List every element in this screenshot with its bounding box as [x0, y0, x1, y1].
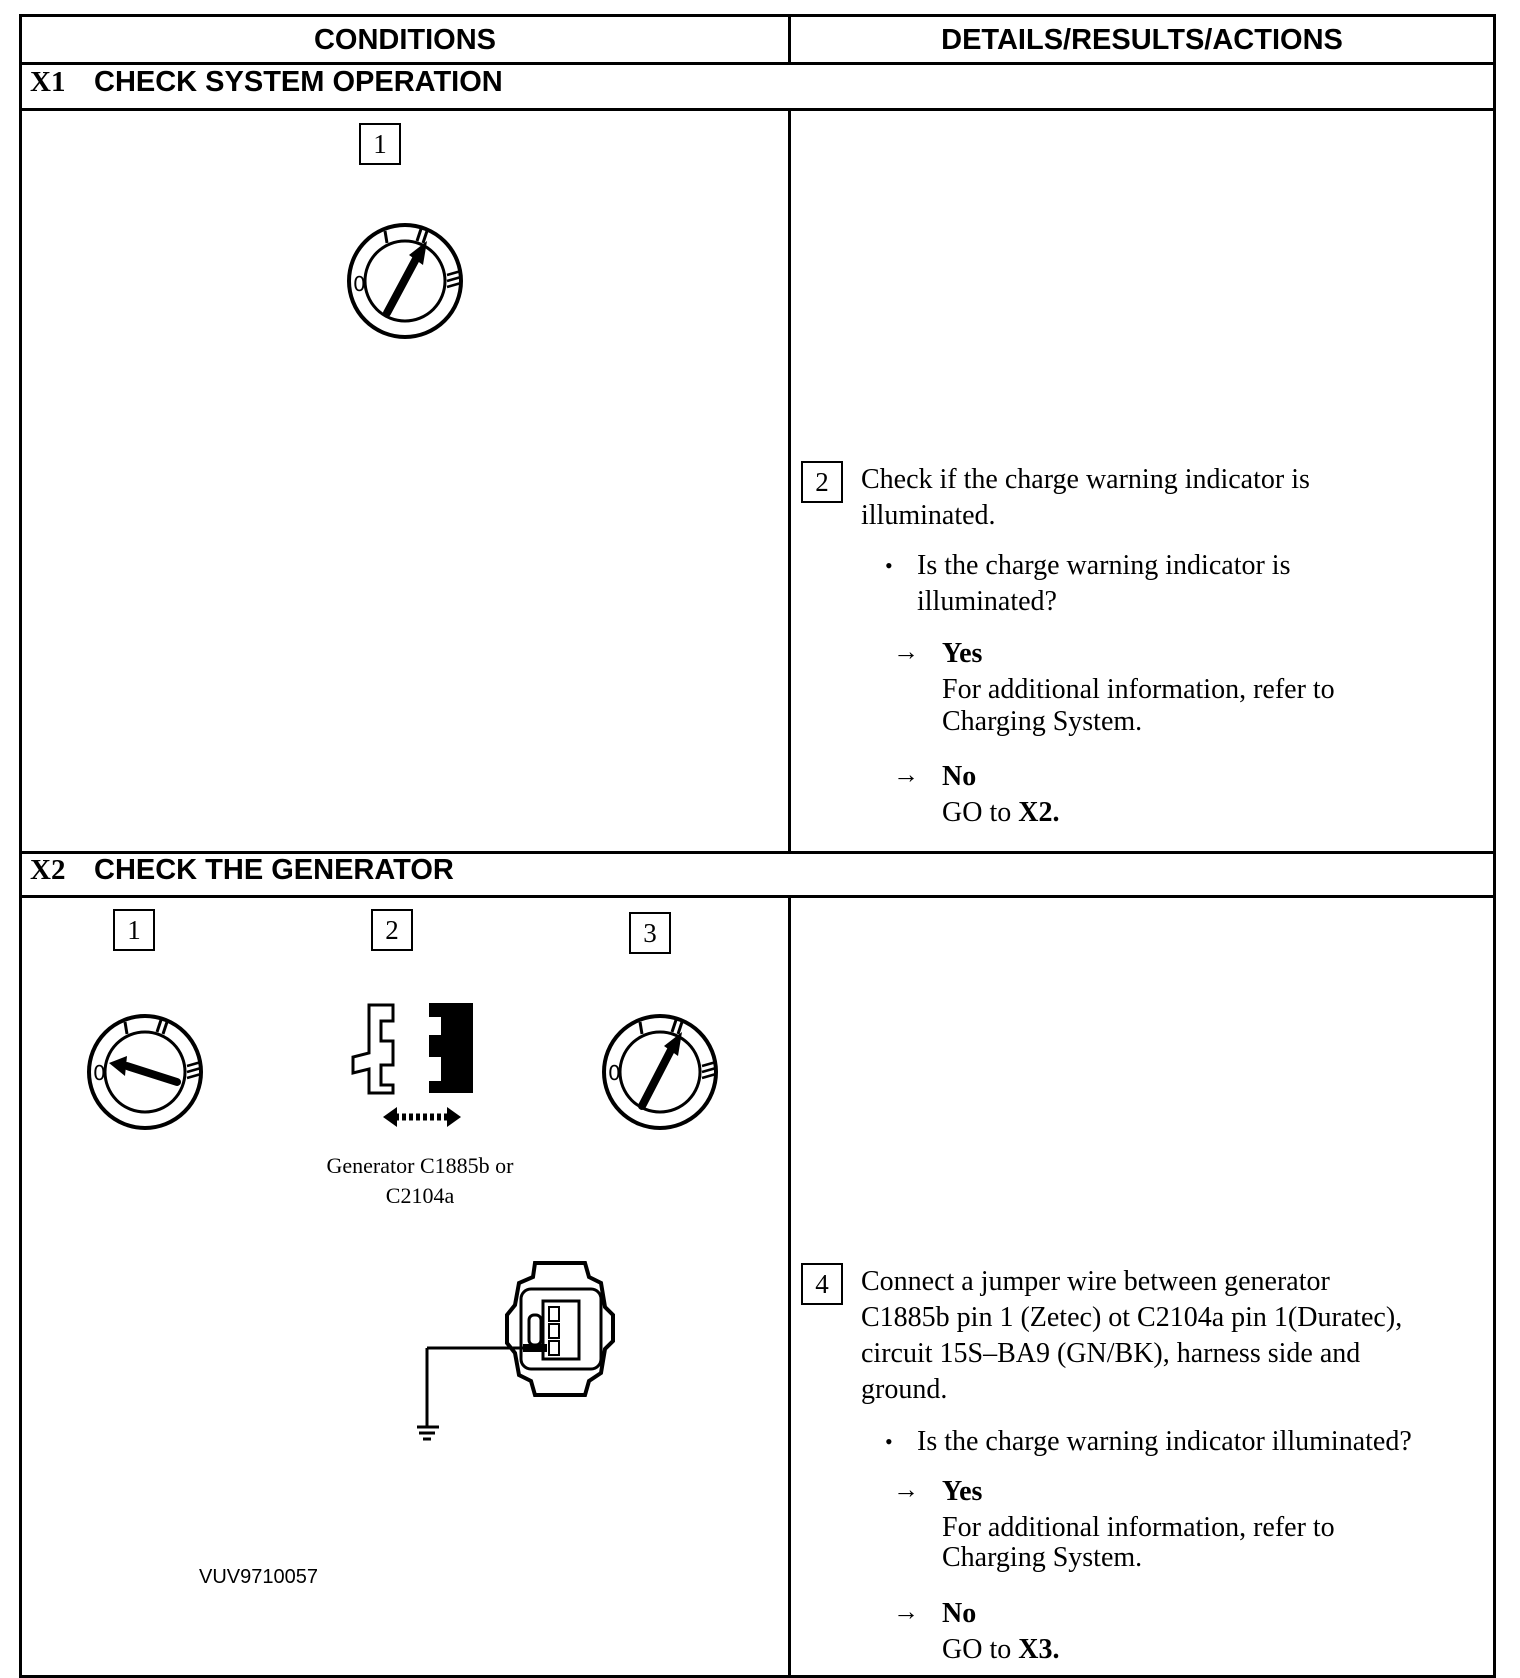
x2-step-1-box: 1 [113, 909, 155, 951]
connector-caption-line1: Generator C1885b or [326, 1153, 514, 1178]
conditions-header: CONDITIONS [22, 17, 788, 65]
x2-step-3-box: 3 [629, 912, 671, 954]
x2-instruction-line2: C1885b pin 1 (Zetec) ot C2104a pin 1(Duratec), [861, 1302, 1403, 1333]
x1-question-line2: illuminated? [917, 586, 1057, 617]
x1-question-line1: Is the charge warning indicator is [917, 550, 1291, 581]
x2-no-text [942, 1632, 1059, 1667]
details-header: DETAILS/RESULTS/ACTIONS [791, 17, 1493, 65]
x2-yes-text-line1: For additional information, refer to [942, 1512, 1335, 1543]
x2-yes-text-line2: Charging System. [942, 1542, 1143, 1573]
x1-section-title [30, 65, 503, 99]
diagnostic-table [19, 14, 1496, 1678]
x1-no-label: No [942, 761, 977, 792]
x1-instruction-line2: illuminated. [861, 500, 996, 531]
x1-step-2-box: 2 [801, 461, 843, 503]
x1-no-prefix: GO to [942, 797, 1019, 828]
x2-column-divider [788, 898, 791, 1675]
x1-step-1-box: 1 [359, 123, 401, 165]
x2-question-bullet: • [885, 1429, 893, 1454]
x2-title-divider [22, 895, 1493, 898]
connector-disconnect-icon [331, 995, 501, 1145]
x2-yes-arrow: → [893, 1475, 919, 1504]
ignition-switch-run-icon [347, 209, 477, 339]
x2-no-prefix: GO to [942, 1634, 1019, 1665]
x2-no-arrow: → [893, 1597, 919, 1626]
x1-yes-text-line1: For additional information, refer to [942, 674, 1335, 705]
x2-step-2-box: 2 [371, 909, 413, 951]
figure-code: VUV9710057 [199, 1566, 318, 1588]
x1-column-divider [788, 111, 791, 851]
x1-title: CHECK SYSTEM OPERATION [94, 66, 503, 98]
svg-text:0: 0 [353, 272, 366, 296]
x2-section-title [30, 853, 454, 887]
connector-caption-line2: C2104a [385, 1183, 455, 1208]
x1-title-divider [22, 108, 1493, 111]
x1-yes-arrow: → [893, 637, 919, 666]
x1-yes-label: Yes [942, 638, 983, 669]
x1-id: X1 [30, 66, 66, 98]
x2-instruction-line3: circuit 15S–BA9 (GN/BK), harness side and [861, 1338, 1361, 1369]
ignition-switch-run-icon-2 [602, 1010, 732, 1140]
x2-no-label: No [942, 1598, 977, 1629]
svg-text:0: 0 [608, 1061, 621, 1085]
x1-question-bullet: • [885, 553, 893, 578]
header-divider [788, 17, 791, 65]
x2-title: CHECK THE GENERATOR [94, 854, 454, 886]
svg-text:0: 0 [93, 1061, 106, 1085]
x1-no-target: X2. [1018, 797, 1060, 828]
x1-yes-text-line2: Charging System. [942, 706, 1143, 737]
x2-yes-label: Yes [942, 1476, 983, 1507]
x1-no-text [942, 795, 1059, 830]
ignition-switch-off-icon [87, 1010, 217, 1140]
x1-instruction-line1: Check if the charge warning indicator is [861, 464, 1310, 495]
x2-no-target: X3. [1018, 1634, 1060, 1665]
x2-id: X2 [30, 854, 66, 886]
x2-instruction-line1: Connect a jumper wire between generator [861, 1266, 1330, 1297]
jumper-wire-ground-diagram [417, 1257, 657, 1457]
x2-question: Is the charge warning indicator illuminated? [917, 1426, 1412, 1457]
x2-step-4-box: 4 [801, 1263, 843, 1305]
x2-instruction-line4: ground. [861, 1374, 948, 1405]
x1-no-arrow: → [893, 760, 919, 789]
